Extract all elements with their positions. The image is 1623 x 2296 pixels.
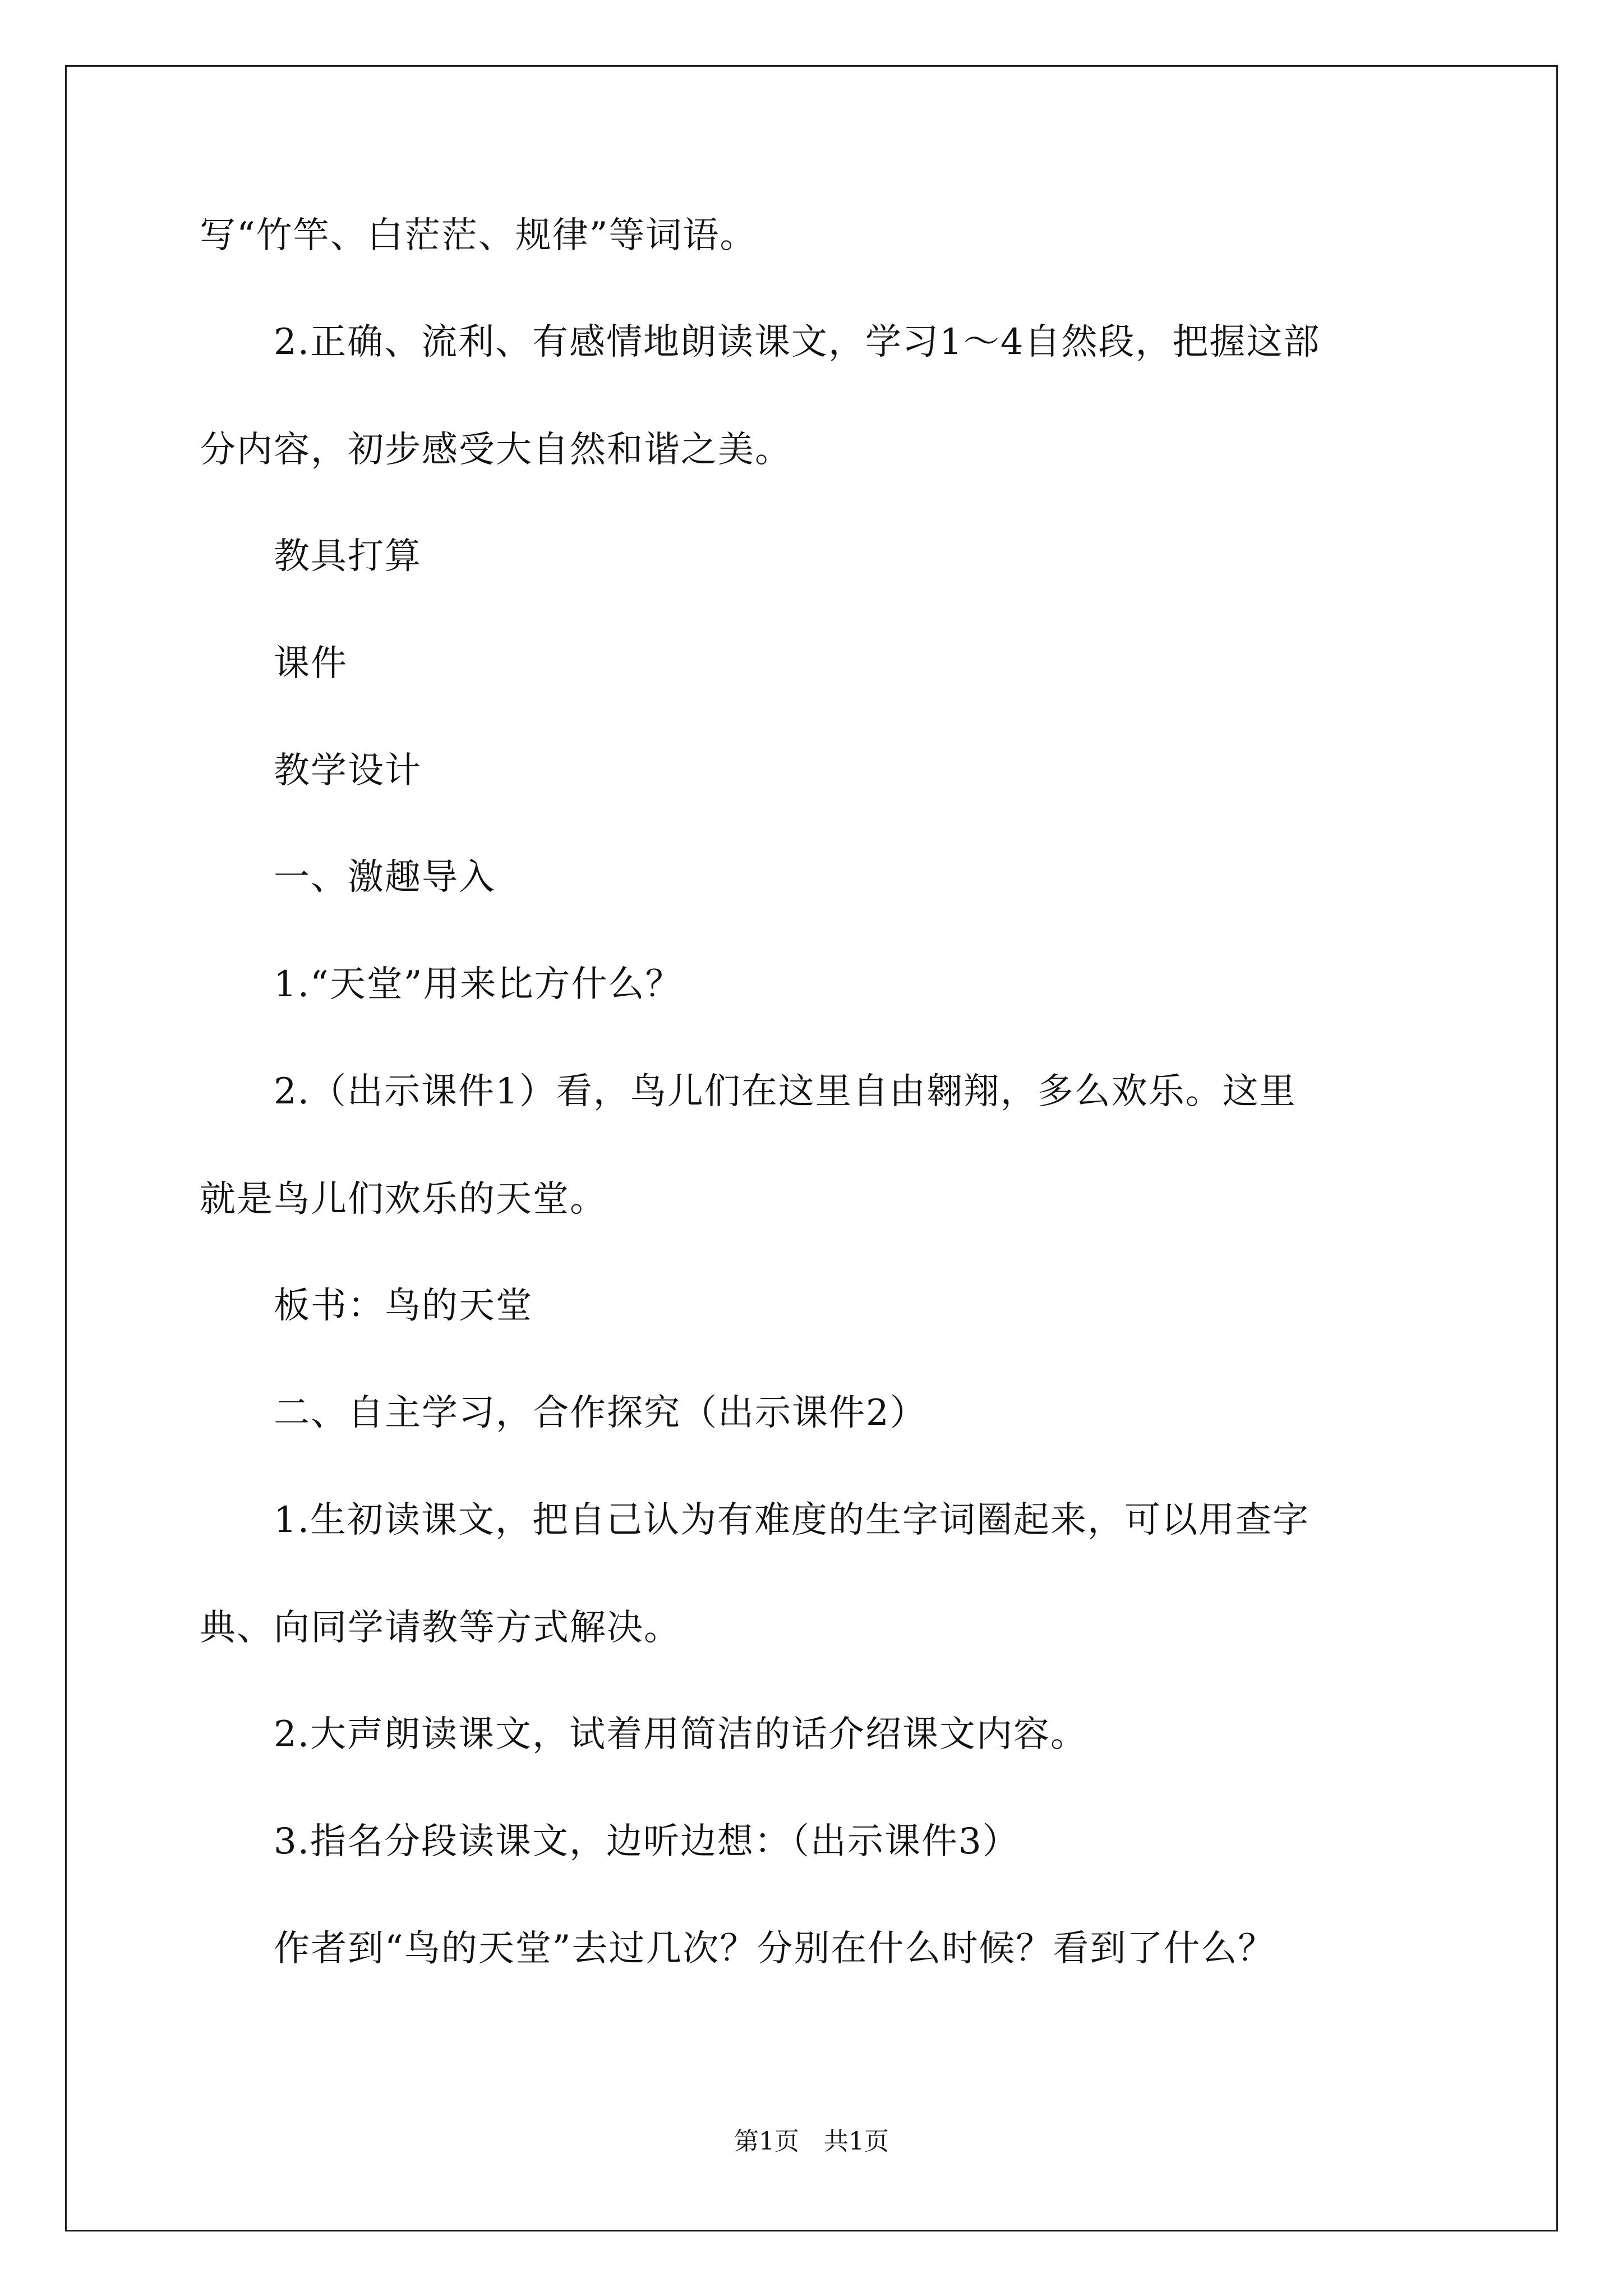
body-line-9: 2.（出示课件1）看，鸟儿们在这里自由翱翔，多么欢乐。这里 xyxy=(200,1071,1297,1112)
body-line-7: 一、激趣导入 xyxy=(200,857,496,898)
body-line-1: 写“竹竿、白茫茫、规律”等词语。 xyxy=(200,215,757,256)
page-border xyxy=(65,65,1558,2231)
body-line-6: 教学设计 xyxy=(200,750,422,792)
body-line-15: 2.大声朗读课文，试着用简洁的话介绍课文内容。 xyxy=(200,1714,1088,1755)
body-line-16: 3.指名分段读课文，边听边想：（出示课件3） xyxy=(200,1821,1020,1862)
body-line-14: 典、向同学请教等方式解决。 xyxy=(200,1607,681,1649)
page-footer: 第1页 共1页 xyxy=(734,2127,889,2156)
body-line-12: 二、自主学习，合作探究（出示课件2） xyxy=(200,1392,927,1434)
body-line-11: 板书：鸟的天堂 xyxy=(200,1285,533,1327)
body-line-3: 分内容，初步感受大自然和谐之美。 xyxy=(200,429,792,471)
body-line-5: 课件 xyxy=(200,643,348,684)
body-line-10: 就是鸟儿们欢乐的天堂。 xyxy=(200,1179,607,1220)
body-line-13: 1.生初读课文，把自己认为有难度的生字词圈起来，可以用查字 xyxy=(200,1499,1310,1541)
body-line-2: 2.正确、流利、有感情地朗读课文，学习1～4自然段，把握这部 xyxy=(200,321,1321,363)
body-line-8: 1.“天堂”用来比方什么？ xyxy=(200,964,683,1005)
body-line-4: 教具打算 xyxy=(200,536,422,577)
body-line-17: 作者到“鸟的天堂”去过几次？分别在什么时候？看到了什么？ xyxy=(200,1928,1275,1970)
